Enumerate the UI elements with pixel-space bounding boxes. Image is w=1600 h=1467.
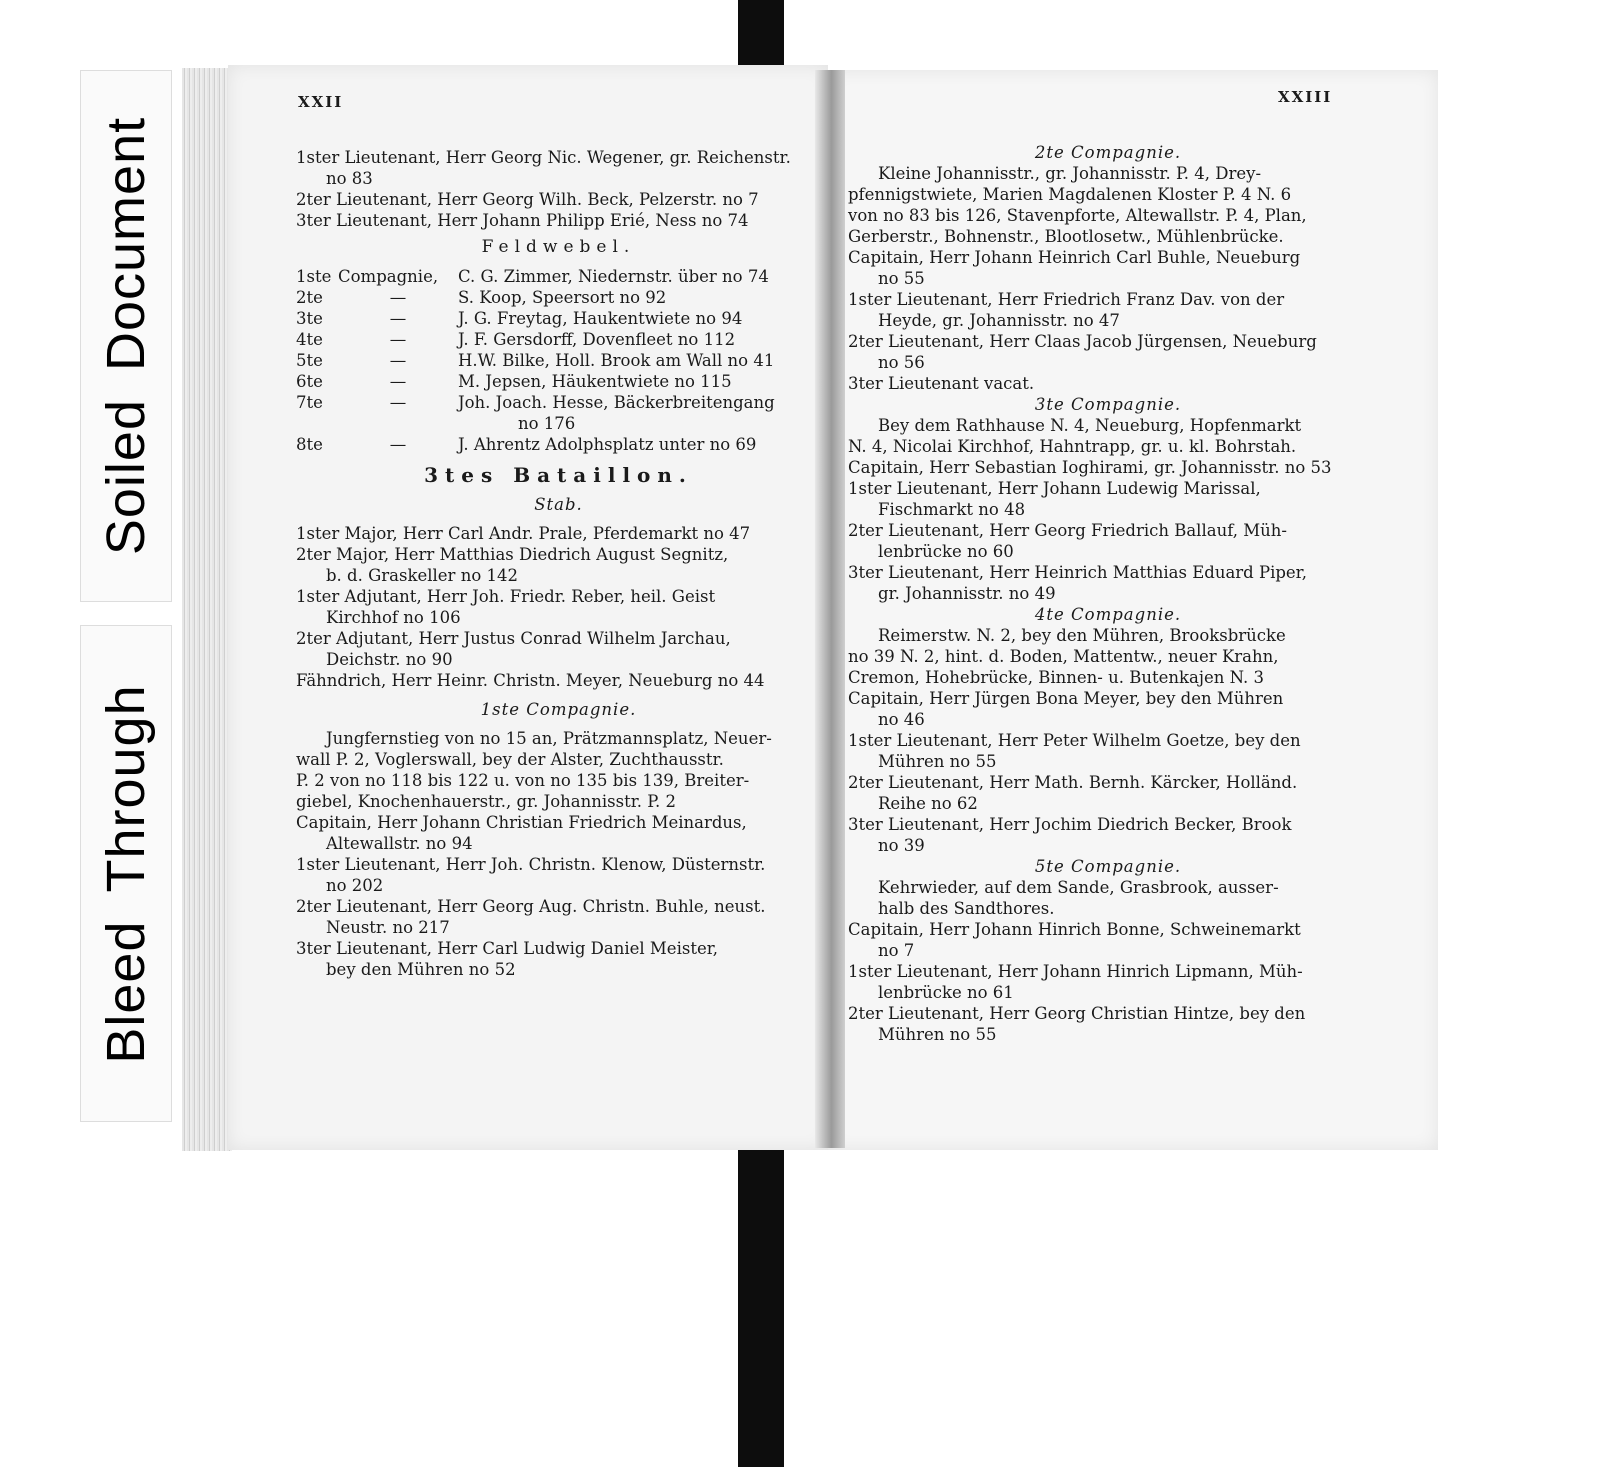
row-number: 7te: [296, 393, 323, 412]
left-page-text: [296, 147, 821, 980]
row-text: S. Koop, Speersort no 92: [458, 288, 667, 307]
right-page-number: XXIII: [1278, 88, 1333, 106]
text-line: Cremon, Hohebrücke, Binnen- u. Butenkajen N. 3: [848, 668, 1264, 687]
soiled-document-label: [95, 117, 157, 555]
feldwebel-row: [296, 266, 821, 287]
text-line: Capitain, Herr Jürgen Bona Meyer, bey den Mühren: [848, 689, 1284, 708]
text-line: N. 4, Nicolai Kirchhof, Hahntrapp, gr. u. kl. Bohrstah.: [848, 437, 1297, 456]
text-line: 2ter Major, Herr Matthias Diedrich August Segnitz,: [296, 545, 729, 564]
spacer: [296, 691, 821, 699]
text-line: Altewallstr. no 94: [326, 834, 473, 853]
row-text: M. Jepsen, Häukentwiete no 115: [458, 372, 732, 391]
text-line: no 56: [878, 353, 925, 372]
bleed-through-label: [95, 684, 157, 1063]
row-text: no 176: [518, 414, 576, 433]
battalion-heading: 3tes Bataillon.: [424, 463, 693, 487]
bleed-through-tab: [80, 625, 172, 1122]
compagnie-4-heading: 4te Compagnie.: [1034, 605, 1182, 624]
row-label: —: [389, 330, 407, 349]
row-label: [338, 413, 458, 434]
text-line: 1ster Lieutenant, Herr Joh. Christn. Klenow, Düsternstr.: [296, 855, 766, 874]
spacer: [296, 515, 821, 523]
feldwebel-row: [296, 392, 821, 413]
page-edges: [182, 68, 232, 1151]
tab-word-bleed: Bleed: [96, 920, 156, 1064]
row-text: Joh. Joach. Hesse, Bäckerbreitengang: [458, 393, 775, 412]
text-line: no 39 N. 2, hint. d. Boden, Mattentw., neuer Krahn,: [848, 647, 1279, 666]
stab-heading: Stab.: [534, 495, 583, 514]
text-line: Capitain, Herr Johann Heinrich Carl Buhle, Neueburg: [848, 248, 1301, 267]
text-line: Heyde, gr. Johannisstr. no 47: [878, 311, 1120, 330]
text-line: Fähndrich, Herr Heinr. Christn. Meyer, Neueburg no 44: [296, 671, 765, 690]
text-line: Bey dem Rathhause N. 4, Neueburg, Hopfenmarkt: [878, 416, 1302, 435]
row-number: 2te: [296, 288, 323, 307]
row-label: —: [389, 372, 407, 391]
compagnie-2-heading: 2te Compagnie.: [1034, 143, 1182, 162]
feldwebel-row: [296, 329, 821, 350]
right-page: [828, 70, 1438, 1150]
text-line: 3ter Lieutenant vacat.: [848, 374, 1035, 393]
compagnie-3-heading: 3te Compagnie.: [1034, 395, 1182, 414]
text-line: 1ster Lieutenant, Herr Peter Wilhelm Goetze, bey den: [848, 731, 1301, 750]
row-text: J. Ahrentz Adolphsplatz unter no 69: [458, 435, 757, 454]
text-line: 1ster Adjutant, Herr Joh. Friedr. Reber, heil. Geist: [296, 587, 716, 606]
text-line: 3ter Lieutenant, Herr Heinrich Matthias Eduard Piper,: [848, 563, 1308, 582]
row-text: C. G. Zimmer, Niedernstr. über no 74: [458, 267, 769, 286]
text-line: Gerberstr., Bohnenstr., Blootlosetw., Mühlenbrücke.: [848, 227, 1284, 246]
text-line: no 46: [878, 710, 925, 729]
feldwebel-row: [296, 413, 821, 434]
text-line: Kirchhof no 106: [326, 608, 461, 627]
text-line: P. 2 von no 118 bis 122 u. von no 135 bis 139, Breiter-: [296, 771, 750, 790]
row-text: J. F. Gersdorff, Dovenfleet no 112: [458, 330, 736, 349]
text-line: 3ter Lieutenant, Herr Carl Ludwig Daniel Meister,: [296, 939, 719, 958]
row-label: —: [389, 435, 407, 454]
text-line: giebel, Knochenhauerstr., gr. Johannisstr. P. 2: [296, 792, 677, 811]
row-number: 6te: [296, 372, 323, 391]
text-line: 1ster Lieutenant, Herr Georg Nic. Wegener, gr. Reichenstr.: [296, 148, 791, 167]
row-label: Compagnie,: [338, 267, 439, 286]
text-line: 2ter Lieutenant, Herr Georg Aug. Christn. Buhle, neust.: [296, 897, 766, 916]
text-line: Mühren no 55: [878, 1025, 997, 1044]
text-line: halb des Sandthores.: [878, 899, 1055, 918]
row-number: 8te: [296, 435, 323, 454]
feldwebel-row: [296, 308, 821, 329]
text-line: Reihe no 62: [878, 794, 978, 813]
text-line: wall P. 2, Voglerswall, bey der Alster, Zuchthausstr.: [296, 750, 724, 769]
text-line: b. d. Graskeller no 142: [326, 566, 518, 585]
left-page-number: XXII: [298, 93, 344, 111]
row-label: —: [389, 393, 407, 412]
text-line: 1ster Lieutenant, Herr Friedrich Franz Dav. von der: [848, 290, 1285, 309]
right-page-text: [848, 142, 1368, 1045]
text-line: Capitain, Herr Johann Hinrich Bonne, Schweinemarkt: [848, 920, 1301, 939]
row-text: H.W. Bilke, Holl. Brook am Wall no 41: [458, 351, 775, 370]
text-line: 1ster Lieutenant, Herr Johann Ludewig Marissal,: [848, 479, 1261, 498]
tab-word-through: Through: [96, 683, 156, 893]
text-line: 3ter Lieutenant, Herr Jochim Diedrich Becker, Brook: [848, 815, 1292, 834]
text-line: no 39: [878, 836, 925, 855]
soiled-document-tab: [80, 70, 172, 602]
row-number: 4te: [296, 330, 323, 349]
row-number: [296, 413, 338, 434]
text-line: pfennigstwiete, Marien Magdalenen Kloster P. 4 N. 6: [848, 185, 1292, 204]
text-line: no 55: [878, 269, 925, 288]
text-line: 2ter Lieutenant, Herr Georg Friedrich Ballauf, Müh-: [848, 521, 1287, 540]
text-line: 1ster Lieutenant, Herr Johann Hinrich Lipmann, Müh-: [848, 962, 1303, 981]
text-line: 1ster Major, Herr Carl Andr. Prale, Pferdemarkt no 47: [296, 524, 751, 543]
text-line: Jungfernstieg von no 15 an, Prätzmannsplatz, Neuer-: [326, 729, 772, 748]
row-number: 1ste: [296, 267, 332, 286]
row-label: —: [389, 288, 407, 307]
spacer: [296, 720, 821, 728]
text-line: Fischmarkt no 48: [878, 500, 1026, 519]
text-line: Mühren no 55: [878, 752, 997, 771]
text-line: no 202: [326, 876, 384, 895]
text-line: Neustr. no 217: [326, 918, 450, 937]
row-label: —: [389, 351, 407, 370]
tab-word-soiled: Soiled: [96, 399, 156, 556]
text-line: Deichstr. no 90: [326, 650, 453, 669]
compagnie-5-heading: 5te Compagnie.: [1034, 857, 1182, 876]
row-number: 3te: [296, 309, 323, 328]
text-line: 2ter Lieutenant, Herr Georg Christian Hintze, bey den: [848, 1004, 1306, 1023]
feldwebel-heading: Feldwebel.: [481, 237, 636, 257]
text-line: 2ter Adjutant, Herr Justus Conrad Wilhelm Jarchau,: [296, 629, 731, 648]
text-line: Reimerstw. N. 2, bey den Mühren, Brooksbrücke: [878, 626, 1286, 645]
text-line: 3ter Lieutenant, Herr Johann Philipp Erié, Ness no 74: [296, 211, 749, 230]
tab-word-document: Document: [96, 116, 156, 372]
feldwebel-row: [296, 371, 821, 392]
feldwebel-row: [296, 434, 821, 455]
text-line: no 83: [326, 169, 373, 188]
book-gutter: [815, 70, 845, 1148]
text-line: gr. Johannisstr. no 49: [878, 584, 1056, 603]
feldwebel-row: [296, 287, 821, 308]
text-line: Kleine Johannisstr., gr. Johannisstr. P. 4, Drey-: [878, 164, 1262, 183]
text-line: lenbrücke no 61: [878, 983, 1014, 1002]
text-line: no 7: [878, 941, 915, 960]
text-line: 2ter Lieutenant, Herr Claas Jacob Jürgensen, Neueburg: [848, 332, 1317, 351]
compagnie-1-heading: 1ste Compagnie.: [480, 700, 637, 719]
text-line: 2ter Lieutenant, Herr Math. Bernh. Kärcker, Holländ.: [848, 773, 1298, 792]
left-page: [228, 65, 828, 1150]
text-line: lenbrücke no 60: [878, 542, 1014, 561]
row-label: —: [389, 309, 407, 328]
text-line: von no 83 bis 126, Stavenpforte, Altewallstr. P. 4, Plan,: [848, 206, 1307, 225]
text-line: Capitain, Herr Johann Christian Friedrich Meinardus,: [296, 813, 747, 832]
feldwebel-row: [296, 350, 821, 371]
text-line: Capitain, Herr Sebastian Ioghirami, gr. Johannisstr. no 53: [848, 458, 1332, 477]
text-line: Kehrwieder, auf dem Sande, Grasbrook, ausser-: [878, 878, 1279, 897]
row-number: 5te: [296, 351, 323, 370]
text-line: 2ter Lieutenant, Herr Georg Wilh. Beck, Pelzerstr. no 7: [296, 190, 759, 209]
row-text: J. G. Freytag, Haukentwiete no 94: [458, 309, 743, 328]
text-line: bey den Mühren no 52: [326, 960, 516, 979]
